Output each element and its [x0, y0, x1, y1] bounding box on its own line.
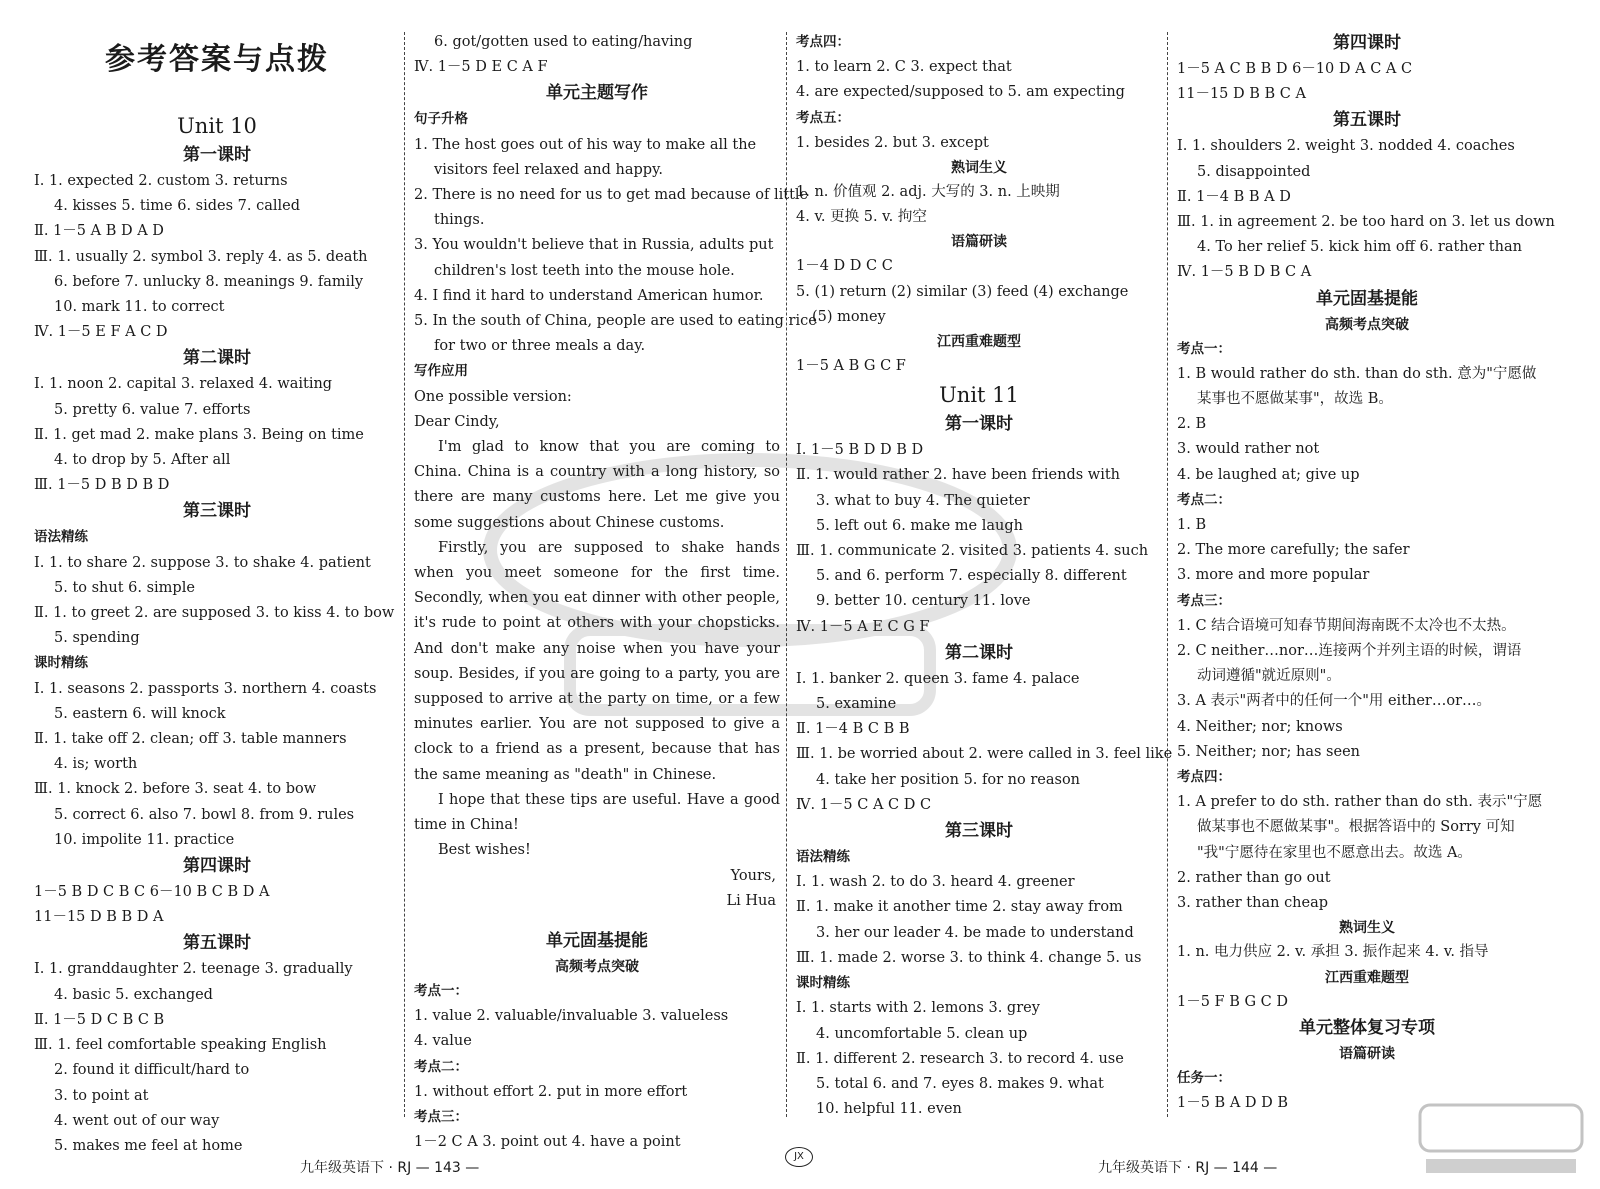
answer-line: 1. A prefer to do sth. rather than do sth. 表示"宁愿 — [1177, 794, 1543, 811]
section-label: 写作应用 — [414, 363, 468, 380]
lesson-heading: 第四课时 — [1333, 33, 1401, 53]
section-heading: 单元主题写作 — [546, 83, 648, 104]
answer-block — [796, 354, 1162, 379]
answer-block — [1177, 940, 1557, 965]
essay-signoff: Yours, — [730, 867, 776, 884]
answer-block — [34, 957, 400, 1159]
answer-line: Ⅲ. 1. made 2. worse 3. to think 4. change 5. us — [796, 949, 1142, 966]
answer-block — [1177, 990, 1557, 1015]
answer-line: 3. rather than cheap — [1177, 895, 1329, 912]
answer-line: 4. kisses 5. time 6. sides 7. called — [54, 198, 301, 215]
answer-line: 11－15 D B B C A — [1177, 86, 1306, 103]
point-label: 考点二： — [1177, 491, 1231, 508]
answer-line: 5. left out 6. make me laugh — [816, 517, 1023, 534]
unit-heading: Unit 10 — [177, 114, 257, 138]
answer-line: Ⅲ. 1－5 D B D B D — [34, 477, 170, 494]
answer-line: 2. C neither…nor…连接两个并列主语的时候，谓语 — [1177, 643, 1522, 660]
answer-line: 1. to learn 2. C 3. expect that — [796, 59, 1012, 76]
answer-line: 5. total 6. and 7. eyes 8. makes 9. what — [816, 1075, 1104, 1092]
answer-line: 1－5 A B G C F — [796, 358, 906, 375]
lesson-heading: 第三课时 — [945, 821, 1013, 842]
answer-line: 5. In the south of China, people are used to eating rice — [414, 313, 817, 330]
answer-line: 2. The more carefully; the safer — [1177, 542, 1410, 559]
answer-line: 动词遵循"就近原则"。 — [1197, 668, 1341, 685]
section-subheading: 熟词生义 — [1339, 920, 1395, 937]
answer-line: 1. besides 2. but 3. except — [796, 134, 989, 151]
answer-line: Ⅱ. 1－5 D C B C B — [34, 1011, 165, 1028]
point-label: 考点二： — [414, 1058, 468, 1075]
answer-block — [1177, 134, 1557, 285]
answer-block — [34, 169, 400, 345]
answer-line: for two or three meals a day. — [434, 338, 646, 355]
publisher-mark: JX — [785, 1147, 813, 1167]
point-label: 考点一： — [414, 982, 468, 999]
answer-line: 2. There is no need for us to get mad because of little — [414, 187, 809, 204]
answer-line: Ⅰ. 1. wash 2. to do 3. heard 4. greener — [796, 874, 1075, 891]
answer-line: Ⅲ. 1. feel comfortable speaking English — [34, 1037, 327, 1054]
answer-line: things. — [434, 212, 485, 229]
essay-intro: One possible version: — [414, 388, 572, 405]
answer-line: 4. take her position 5. for no reason — [816, 771, 1081, 788]
answer-line: 5. to shut 6. simple — [54, 579, 195, 596]
page-footer-right: 九年级英语下 · RJ — 144 — — [1098, 1160, 1278, 1176]
answer-line: "我"宁愿待在家里也不愿意出去。故选 A。 — [1197, 844, 1472, 861]
answer-line: 5. correct 6. also 7. bowl 8. from 9. rules — [54, 806, 355, 823]
answer-block — [1177, 513, 1557, 589]
answer-line: 1. B — [1177, 517, 1207, 534]
answer-line: 4. To her relief 5. kick him off 6. rather than — [1197, 239, 1522, 256]
corner-watermark-logo — [1416, 1099, 1586, 1179]
answer-line: Ⅱ. 1－4 B C B B — [796, 721, 910, 738]
answer-line: 3. more and more popular — [1177, 567, 1370, 584]
lesson-heading: 第五课时 — [183, 933, 251, 954]
column-4 — [1177, 30, 1557, 1116]
essay-paragraph: I'm glad to know that you are coming to China. China is a country with a long history, so there are many customs here. Let me give you some suggestions about Chinese customs. — [414, 439, 780, 531]
answer-line: 9. better 10. century 11. love — [816, 593, 1031, 610]
answer-block — [34, 372, 400, 498]
answer-line: 1－2 C A 3. point out 4. have a point — [414, 1134, 681, 1151]
answer-block — [796, 667, 1173, 818]
answer-line: 1－5 A C B B D 6－10 D A C A C — [1177, 61, 1413, 77]
answer-line: 2. rather than go out — [1177, 869, 1331, 886]
answer-line: Ⅰ. 1. banker 2. queen 3. fame 4. palace — [796, 670, 1080, 687]
answer-block — [414, 1080, 780, 1105]
section-label: 语法精练 — [34, 529, 88, 546]
answer-block — [1177, 57, 1557, 107]
answer-line: 3. A 表示"两者中的任何一个"用 either…or…。 — [1177, 693, 1492, 710]
lesson-heading: 第一课时 — [945, 414, 1013, 435]
essay-closing: Best wishes! — [438, 842, 531, 859]
answer-line: Ⅰ. 1. expected 2. custom 3. returns — [34, 173, 288, 189]
section-subheading: 语篇研读 — [1339, 1045, 1395, 1062]
answer-line: Ⅳ. 1－5 C A C D C — [796, 796, 932, 813]
answer-line: Ⅲ. 1. be worried about 2. were called in 3. feel like — [796, 746, 1173, 763]
col1-lessons — [34, 142, 400, 498]
column-3 — [796, 30, 1173, 1122]
section-heading: 单元整体复习专项 — [1299, 1017, 1435, 1038]
section-heading: 单元固基提能 — [1316, 288, 1418, 309]
column-divider — [404, 32, 405, 1117]
answer-block — [796, 996, 1162, 1122]
answer-block — [796, 870, 1162, 971]
answer-line: Ⅱ. 1. different 2. research 3. to record 4. use — [796, 1050, 1124, 1067]
lesson-heading: 第五课时 — [1333, 110, 1401, 131]
answer-line: 4. uncomfortable 5. clean up — [816, 1025, 1028, 1042]
lesson-heading: 第四课时 — [183, 856, 251, 877]
answer-line: 1. n. 价值观 2. adj. 大写的 3. n. 上映期 — [796, 184, 1060, 201]
answer-line: 5. eastern 6. will knock — [54, 705, 226, 722]
answer-line: 4. v. 更换 5. v. 拘空 — [796, 209, 927, 226]
essay-greeting: Dear Cindy, — [414, 413, 500, 430]
lesson-heading: 第一课时 — [183, 145, 251, 165]
answer-line: 1. without effort 2. put in more effort — [414, 1083, 688, 1100]
answer-line: 4. to drop by 5. After all — [54, 452, 231, 469]
essay-paragraph: I hope that these tips are useful. Have a good time in China! — [414, 791, 780, 834]
point-label: 考点四： — [1177, 769, 1231, 786]
answer-line: visitors feel relaxed and happy. — [434, 161, 663, 178]
answer-line: Ⅰ. 1. granddaughter 2. teenage 3. gradually — [34, 961, 353, 978]
point-label: 考点四： — [796, 34, 850, 50]
answer-line: 1. value 2. valuable/invaluable 3. valueless — [414, 1008, 729, 1025]
answer-line: 1－5 B D C B C 6－10 B C B D A — [34, 884, 270, 901]
unit-heading: Unit 11 — [939, 383, 1019, 408]
answer-line: (5) money — [812, 308, 886, 325]
answer-line: Ⅳ. 1－5 D E C A F — [414, 59, 548, 76]
point-label: 考点五： — [796, 109, 850, 126]
answer-line: Ⅰ. 1－5 B D D B D — [796, 442, 924, 459]
answer-line: 1. The host goes out of his way to make all the — [414, 136, 757, 153]
answer-block — [34, 880, 400, 930]
answer-line: 2. found it difficult/hard to — [54, 1062, 250, 1079]
answer-block — [1177, 614, 1557, 765]
column-1 — [34, 30, 400, 1159]
answer-line: Ⅲ. 1. knock 2. before 3. seat 4. to bow — [34, 781, 317, 798]
answer-line: 10. helpful 11. even — [816, 1101, 962, 1118]
answer-line: Ⅱ. 1. make it another time 2. stay away from — [796, 899, 1123, 916]
answer-line: Ⅲ. 1. in agreement 2. be too hard on 3. let us down — [1177, 214, 1555, 231]
answer-block — [796, 131, 1162, 156]
answer-line: Ⅲ. 1. communicate 2. visited 3. patients 4. such — [796, 543, 1149, 560]
point-label: 考点一： — [1177, 340, 1231, 357]
section-subheading: 高频考点突破 — [1325, 316, 1409, 333]
answer-line: 4. be laughed at; give up — [1177, 466, 1360, 483]
answer-line: 做某事也不愿做某事"。根据答语中的 Sorry 可知 — [1197, 819, 1515, 836]
section-label: 课时精练 — [34, 655, 88, 672]
answer-line: Ⅰ. 1. to share 2. suppose 3. to shake 4. patient — [34, 554, 371, 571]
answer-line: 5. makes me feel at home — [54, 1137, 243, 1154]
column-divider — [1167, 32, 1168, 1117]
answer-line: 4. basic 5. exchanged — [54, 986, 213, 1003]
page-footer-left: 九年级英语下 · RJ — 143 — — [300, 1160, 480, 1176]
answer-line: 6. before 7. unlucky 8. meanings 9. family — [54, 273, 364, 290]
answer-block — [1177, 790, 1557, 916]
answer-block — [796, 254, 1162, 330]
section-subheading: 江西重难题型 — [1325, 969, 1409, 986]
answer-line: 11－15 D B B D A — [34, 909, 164, 926]
answer-block — [796, 438, 1162, 640]
answer-line: 4. are expected/supposed to 5. am expecting — [796, 84, 1125, 101]
answer-line: Ⅱ. 1－5 A B D A D — [34, 223, 164, 240]
answer-line: 5. pretty 6. value 7. efforts — [54, 401, 251, 418]
answer-line: 1－5 F B G C D — [1177, 993, 1289, 1010]
task-label: 任务一： — [1177, 1069, 1231, 1086]
answer-line: Ⅱ. 1. get mad 2. make plans 3. Being on time — [34, 426, 364, 443]
answer-line: 某事也不愿做某事"，故选 B。 — [1197, 391, 1393, 408]
answer-block — [1177, 362, 1557, 488]
answer-line: 5. (1) return (2) similar (3) feed (4) exchange — [796, 283, 1129, 300]
answer-line: 3. to point at — [54, 1087, 149, 1104]
answer-line: Ⅳ. 1－5 A E C G F — [796, 618, 930, 635]
answer-line: 3. You wouldn't believe that in Russia, adults put — [414, 237, 774, 254]
answer-line: Ⅱ. 1. take off 2. clean; off 3. table manners — [34, 731, 347, 748]
answer-line: 10. impolite 11. practice — [54, 831, 235, 848]
answer-line: Ⅰ. 1. seasons 2. passports 3. northern 4. coasts — [34, 680, 377, 697]
answer-line: Ⅰ. 1. starts with 2. lemons 3. grey — [796, 1000, 1040, 1017]
answer-line: 1. B would rather do sth. than do sth. 意为"宁愿做 — [1177, 365, 1537, 382]
answer-line: Ⅰ. 1. noon 2. capital 3. relaxed 4. waiting — [34, 376, 333, 393]
essay-signature: Li Hua — [726, 892, 776, 909]
point-label: 考点三： — [414, 1108, 468, 1125]
section-subheading: 江西重难题型 — [937, 334, 1021, 351]
lesson-heading: 第三课时 — [183, 501, 251, 522]
answer-line: 4. went out of our way — [54, 1112, 220, 1129]
answer-line: 1. C 结合语境可知春节期间海南既不太冷也不太热。 — [1177, 617, 1516, 634]
answer-line: 1－5 B A D D B — [1177, 1094, 1289, 1111]
answer-line: Ⅳ. 1－5 E F A C D — [34, 324, 168, 341]
lesson-heading: 第二课时 — [945, 642, 1013, 663]
answer-line: 5. Neither; nor; has seen — [1177, 743, 1360, 760]
answer-line: 4. Neither; nor; knows — [1177, 718, 1343, 735]
answer-line: 4. I find it hard to understand American humor. — [414, 287, 764, 304]
section-heading: 单元固基提能 — [546, 930, 648, 951]
column-2 — [414, 30, 817, 1155]
answer-line: Ⅱ. 1－4 B B A D — [1177, 188, 1291, 205]
answer-block — [414, 1130, 780, 1155]
answer-line: 5. and 6. perform 7. especially 8. different — [816, 568, 1127, 585]
answer-line: 10. mark 11. to correct — [54, 299, 225, 316]
answer-block — [34, 551, 400, 652]
answer-line: 3. what to buy 4. The quieter — [816, 492, 1030, 509]
answer-line: Ⅱ. 1. would rather 2. have been friends with — [796, 467, 1120, 484]
answer-line: 6. got/gotten used to eating/having — [434, 34, 693, 50]
answer-line: 4. value — [414, 1033, 472, 1050]
section-label: 课时精练 — [796, 975, 850, 992]
page-title: 参考答案与点拨 — [105, 42, 329, 77]
answer-line: 4. is; worth — [54, 756, 138, 773]
answer-line: 5. spending — [54, 630, 140, 647]
answer-line: Ⅱ. 1. to greet 2. are supposed 3. to kiss 4. to bow — [34, 605, 395, 622]
lesson-heading: 第二课时 — [183, 348, 251, 369]
section-subheading: 语篇研读 — [951, 234, 1007, 251]
answer-block — [414, 30, 780, 80]
essay-paragraph: Firstly, you are supposed to shake hands when you meet someone for the first time. Secondly, when you eat dinner with other people, it's rude to point at others with your chopsticks. And don't make any noise when you have your soup. Besides, if you are going to a party, you are supposed to arrive at the party on time, or a few minutes earlier. You are not supposed to give a clock to a friend as a present, because that has the same meaning as "death" in Chinese. — [414, 539, 780, 783]
point-label: 考点三： — [1177, 592, 1231, 609]
answer-line: 2. B — [1177, 416, 1207, 433]
answer-line: 1. n. 电力供应 2. v. 承担 3. 振作起来 4. v. 指导 — [1177, 944, 1489, 961]
answer-block — [414, 1004, 780, 1054]
section-label: 语法精练 — [796, 849, 850, 866]
section-subheading: 熟词生义 — [951, 160, 1007, 177]
answer-line: Ⅲ. 1. usually 2. symbol 3. reply 4. as 5. death — [34, 248, 368, 265]
answer-line: 5. disappointed — [1197, 163, 1311, 180]
answer-line: children's lost teeth into the mouse hole. — [434, 262, 735, 279]
answer-block — [796, 55, 1162, 105]
answer-block — [414, 133, 817, 360]
answer-line: Ⅰ. 1. shoulders 2. weight 3. nodded 4. coaches — [1177, 138, 1515, 155]
answer-line: 1－4 D D C C — [796, 258, 893, 275]
answer-block — [796, 180, 1162, 230]
section-label: 句子升格 — [414, 111, 468, 128]
section-subheading: 高频考点突破 — [555, 958, 639, 975]
answer-line: 3. her our leader 4. be made to understand — [816, 924, 1134, 941]
answer-block — [34, 677, 400, 853]
answer-line: Ⅳ. 1－5 B D B C A — [1177, 264, 1312, 281]
answer-line: 5. examine — [816, 696, 897, 713]
answer-line: 3. would rather not — [1177, 441, 1320, 458]
